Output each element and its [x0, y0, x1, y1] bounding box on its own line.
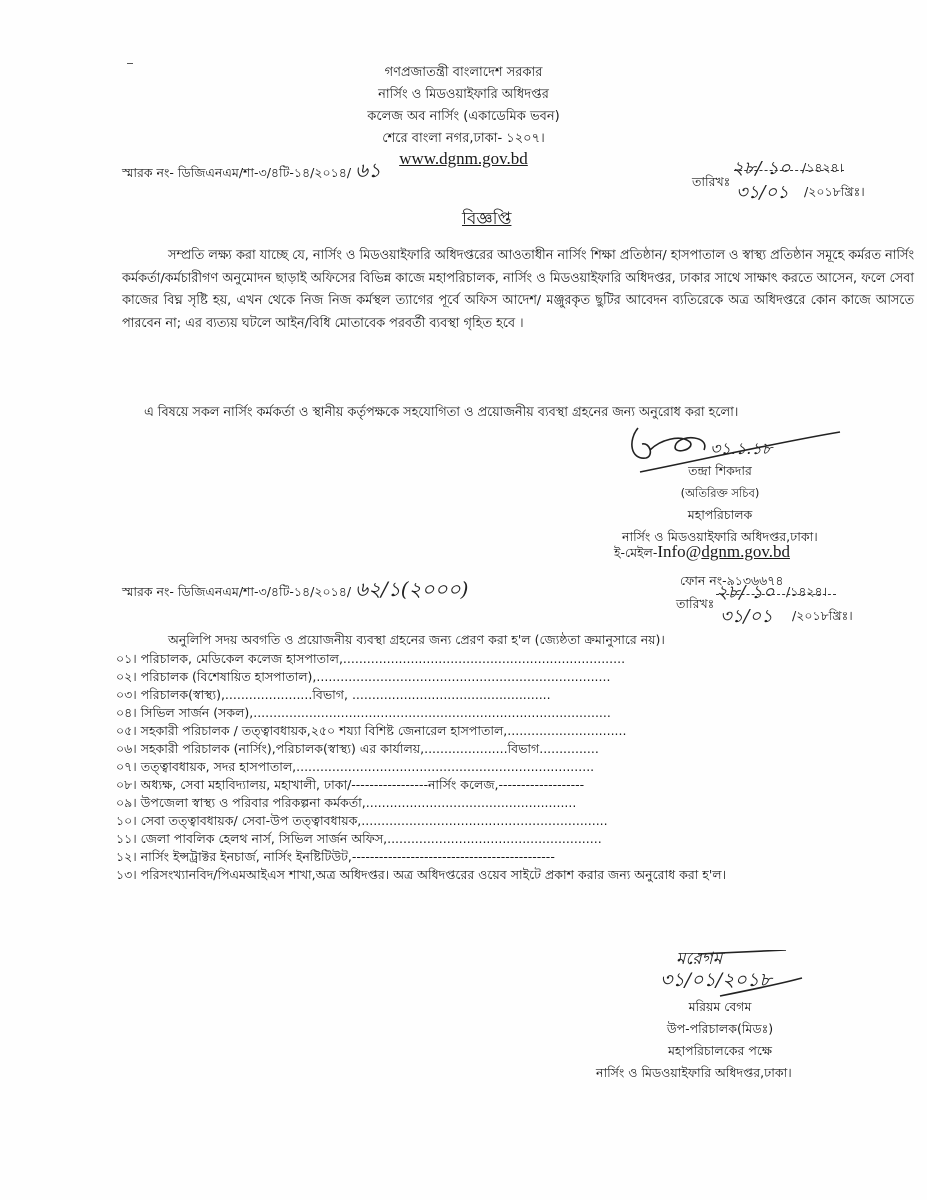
signature-2-scribble: মরেগম — [676, 949, 723, 969]
distribution-item: ০৮। অধ্যক্ষ, সেবা মহাবিদ্যালয়, মহাখালী, ঢাকা/-----------------নার্সিং কলেজ,------------------- — [116, 777, 585, 792]
memo1-date-bangla-suffix: /১৪২৪। — [802, 160, 844, 175]
signatory-1-email[interactable] — [614, 542, 790, 565]
notice-paragraph-1: সম্প্রতি লক্ষ্য করা যাচ্ছে যে, নার্সিং ও মিডওয়াইফারি অধিদপ্তরের আওতাধীন নার্সিং শিক্ষা প্রতিষ্ঠান/ হাসপাতাল ও স্বাস্থ্য প্রতিষ্ঠান সমূহে কর্মরত নার্সিং কর্মকর্তা/কর্মচারীগণ অনুমোদন ছাড়াই অফিসের বিভিন্ন কাজে মহাপরিচালক, নার্সিং ও মিডওয়াইফারি অধিদপ্তর, ঢাকার সাথে সাক্ষাৎ করতে আসেন, ফলে সেবা কাজের বিঘ্ন সৃষ্টি হয়, এখন থেকে নিজ নিজ কর্মস্থল ত্যাগের পূর্বে অফিস আদেশ/ মঞ্জুরকৃত ছুটির আবেদন ব্যতিরেকে অত্র অধিদপ্তরে কোন কাজে আসতে পারবেন না; এর ব্যত্যয় ঘটলে আইন/বিধি মোতাবেক পরবর্তী ব্যবস্থা গৃহিত হবে । — [122, 248, 914, 331]
memo1-date-label: তারিখঃ — [692, 174, 731, 189]
signatory-2-name: মরিয়ম বেগম — [688, 999, 752, 1014]
distribution-item: ০৯। উপজেলা স্বাস্থ্য ও পরিবার পরিকল্পনা কর্মকর্তা,..................................................... — [116, 795, 577, 810]
memo2-date-bangla-handwritten: ২৮/ ১০ — [716, 582, 775, 603]
distribution-item: ০১। পরিচালক, মেডিকেল কলেজ হাসপাতাল,....................................................................... — [116, 651, 626, 666]
signature-2-underline — [690, 950, 810, 1000]
email-user[interactable]: Info@ — [657, 542, 702, 561]
email-label: ই-মেইল- — [614, 545, 658, 560]
signatory-1-phone: ফোন নং-৯১৩৬৬৭৪ — [680, 573, 784, 588]
header-directorate: নার্সিং ও মিডওয়াইফারি অধিদপ্তর — [378, 87, 549, 102]
notice-paragraph-2: এ বিষয়ে সকল নার্সিং কর্মকর্তা ও স্থানীয় কর্তৃপক্ষকে সহযোগিতা ও প্রয়োজনীয় ব্যবস্থা গ্রহনের জন্য অনুরোধ করা হলো। — [144, 405, 739, 420]
distribution-item: ০৩। পরিচালক(স্বাস্থ্য),......................বিভাগ, .................................................. — [116, 687, 551, 702]
header-government: গণপ্রজাতন্ত্রী বাংলাদেশ সরকার — [384, 65, 543, 80]
distribution-item: ০২। পরিচালক (বিশেষায়িত হাসপাতাল),.......................................................................... — [116, 669, 611, 684]
signatory-2-on-behalf: মহাপরিচালকের পক্ষে — [667, 1043, 772, 1058]
memo1-date-english-handwritten: ৩১/০১ — [736, 182, 789, 203]
memo2-date-divider — [716, 594, 836, 595]
distribution-item: ০৫। সহকারী পরিচালক / তত্ত্বাবধায়ক,২৫০ শয্যা বিশিষ্ট জেনারেল হাসপাতাল,.............................. — [116, 723, 627, 738]
email-domain[interactable]: dgnm.gov.bd — [701, 542, 790, 561]
memo2-date — [676, 582, 916, 627]
distribution-item: ০৬। সহকারী পরিচালক (নার্সিং),পরিচালক(স্বাস্থ্য) এর কার্যালয়,.....................বিভাগ............... — [116, 741, 599, 756]
signatory-1-name: তন্দ্রা শিকদার — [688, 463, 752, 478]
memo1-ref-handwritten: ৬১ — [355, 158, 382, 182]
header-address: শেরে বাংলা নগর,ঢাকা- ১২০৭। — [382, 131, 545, 146]
signature-1-date: ৩১.১.১৮ — [710, 439, 773, 458]
memo2-date-english-suffix: /২০১৮খ্রিঃ। — [792, 608, 853, 623]
memo1-reference — [122, 156, 381, 189]
distribution-list — [116, 650, 726, 884]
signatory-1-rank: (অতিরিক্ত সচিব) — [680, 486, 760, 500]
signatory-2-designation: উপ-পরিচালক(মিডঃ) — [666, 1021, 774, 1036]
signature-2-date: ৩১/০১/২০১৮ — [660, 969, 772, 991]
distribution-item: ০৭। তত্ত্বাবধায়ক, সদর হাসপাতাল,........................................................................... — [116, 759, 595, 774]
memo2-ref-prefix: স্মারক নং- ডিজিএনএম/শা-৩/৪টি-১৪/২০১৪/ — [122, 584, 352, 599]
signatory-1-office: নার্সিং ও মিডওয়াইফারি অধিদপ্তর,ঢাকা। — [622, 529, 818, 544]
distribution-item: ১৩। পরিসংখ্যানবিদ/পিএমআইএস শাখা,অত্র অধিদপ্তর। অত্র অধিদপ্তরের ওয়েব সাইটে প্রকাশ করার জন্য অনুরোধ করা হ'ল। — [116, 867, 727, 882]
memo1-date — [692, 158, 922, 203]
signatory-2-office: নার্সিং ও মিডওয়াইফারি অধিদপ্তর,ঢাকা। — [596, 1065, 792, 1080]
website-link[interactable]: www.dgnm.gov.bd — [399, 149, 528, 168]
distribution-item: ১১। জেলা পাবলিক হেলথ নার্স, সিভিল সার্জন অফিস,...................................................... — [116, 831, 602, 846]
memo1-ref-prefix: স্মারক নং- ডিজিএনএম/শা-৩/৪টি-১৪/২০১৪/ — [122, 165, 352, 180]
memo1-date-divider — [734, 170, 844, 171]
memo2-date-english-handwritten: ৩১/০১ — [720, 606, 773, 627]
memo2-date-label: তারিখঃ — [676, 596, 715, 611]
distribution-item: ১২। নার্সিং ইন্সট্রাক্টর ইনচার্জ, নার্সিং ইনষ্টিটিউট,--------------------------------------------- — [116, 849, 555, 864]
memo2-reference — [122, 575, 468, 608]
notice-title: বিজ্ঞপ্তি — [462, 209, 512, 229]
signatory-1-designation: মহাপরিচালক — [687, 507, 753, 522]
header-college: কলেজ অব নার্সিং (একাডেমিক ভবন) — [367, 109, 560, 124]
memo2-ref-handwritten: ৬২/১(২০০০) — [355, 577, 469, 601]
memo2-date-bangla-suffix: /১৪২৪। — [786, 584, 828, 599]
memo1-date-english-suffix: /২০১৮খ্রিঃ। — [804, 184, 865, 199]
distribution-intro: অনুলিপি সদয় অবগতি ও প্রয়োজনীয় ব্যবস্থা গ্রহনের জন্য প্রেরণ করা হ'ল (জ্যেষ্ঠতা ক্রমানুসারে নয়)। — [168, 632, 665, 647]
memo1-date-bangla-handwritten: ২৮/ ১০ — [732, 158, 791, 179]
distribution-item: ১০। সেবা তত্ত্বাবধায়ক/ সেবা-উপ তত্ত্বাবধায়ক,.............................................................. — [116, 813, 608, 828]
distribution-item: ০৪। সিভিল সার্জন (সকল),.......................................................................................... — [116, 705, 611, 720]
